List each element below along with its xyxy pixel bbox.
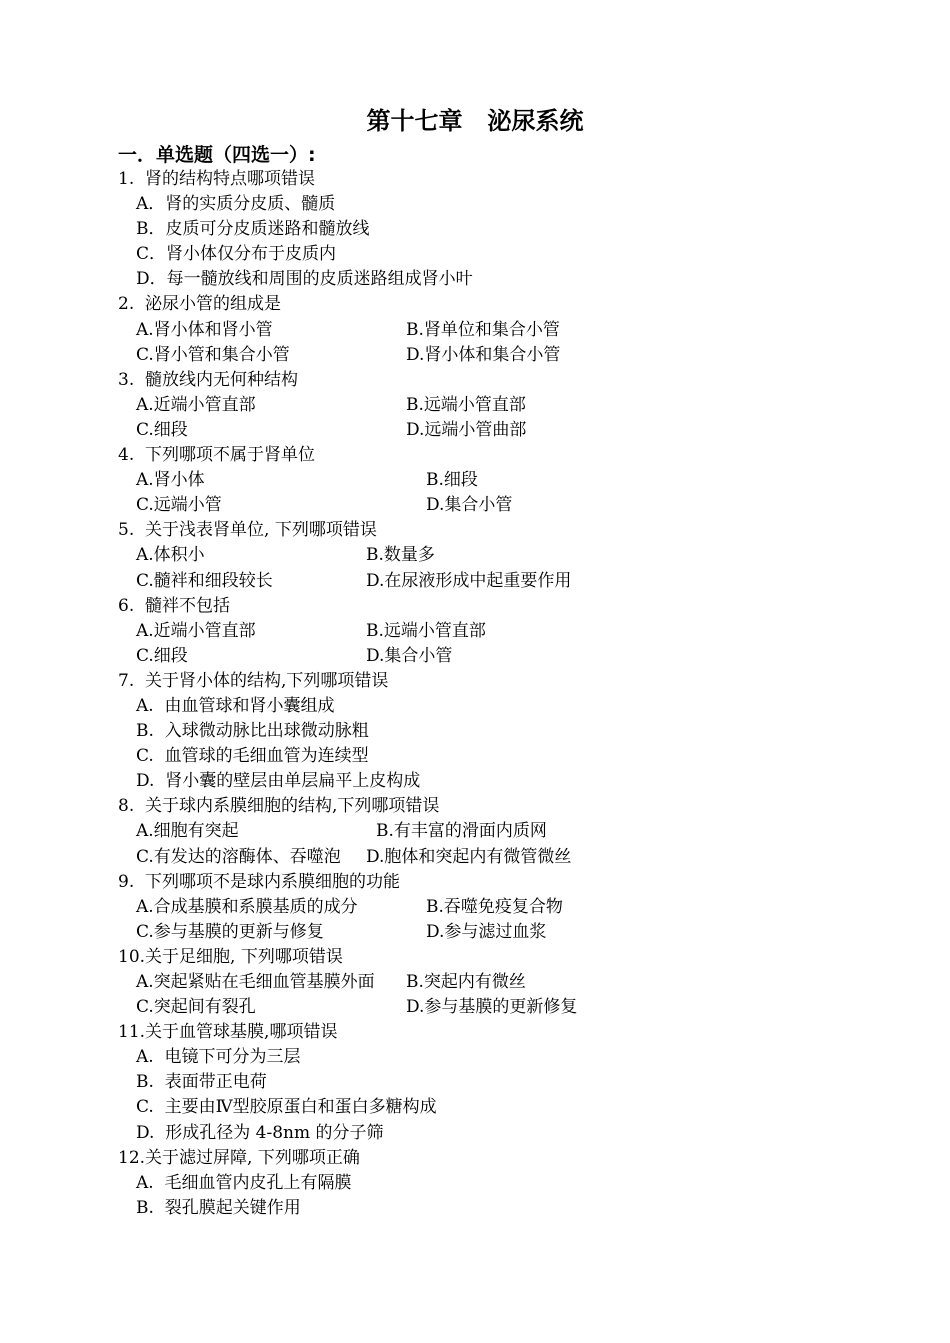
option-row: [118, 393, 908, 418]
option: C.参与基膜的更新与修复: [136, 921, 324, 942]
option-row: [118, 543, 908, 568]
option: B.远端小管直部: [366, 620, 486, 641]
option-row: [118, 468, 908, 493]
question-stem: 2. 泌尿小管的组成是: [118, 294, 282, 315]
option-row: [118, 845, 908, 870]
option-row: [118, 318, 908, 343]
option: B. 入球微动脉比出球微动脉粗: [136, 721, 369, 742]
option: C.突起间有裂孔: [136, 997, 256, 1018]
question-stem: 6. 髓袢不包括: [118, 595, 231, 616]
option: D.肾小体和集合小管: [406, 344, 561, 365]
option-row: [118, 644, 908, 669]
option: A. 电镜下可分为三层: [136, 1047, 301, 1068]
option: C.肾小管和集合小管: [136, 344, 290, 365]
option: D.集合小管: [426, 495, 513, 516]
option: C.远端小管: [136, 495, 222, 516]
option: D. 形成孔径为 4-8nm 的分子筛: [136, 1122, 384, 1143]
option: A.肾小体和肾小管: [136, 319, 273, 340]
option: C．肾小体仅分布于皮质内: [136, 244, 337, 265]
question-stem: 4. 下列哪项不属于肾单位: [118, 445, 316, 466]
question-stem: 1. 肾的结构特点哪项错误: [118, 169, 316, 189]
option: A.细胞有突起: [136, 821, 239, 842]
option: B. 表面带正电荷: [136, 1072, 267, 1093]
section-heading: 一．单选题（四选一）:: [118, 144, 316, 166]
option: D.远端小管曲部: [406, 419, 527, 440]
question-stem: 3. 髓放线内无何种结构: [118, 369, 299, 390]
option: A．肾的实质分皮质、髓质: [136, 194, 336, 215]
option: A.突起紧贴在毛细血管基膜外面: [136, 972, 375, 992]
option: C.细段: [136, 645, 188, 666]
option: B.肾单位和集合小管: [406, 319, 560, 340]
question-stem: 8. 关于球内系膜细胞的结构,下列哪项错误: [118, 796, 440, 817]
option-row: [118, 920, 908, 945]
option: B. 裂孔膜起关键作用: [136, 1197, 301, 1218]
option-row: [118, 970, 908, 995]
option: C.细段: [136, 419, 188, 440]
option: B.远端小管直部: [406, 394, 526, 415]
question-stem: 10.关于足细胞, 下列哪项错误: [118, 946, 343, 967]
option: C.有发达的溶酶体、吞噬泡: [136, 846, 341, 867]
option-row: [118, 343, 908, 368]
question-stem: 11.关于血管球基膜,哪项错误: [118, 1022, 338, 1043]
option-row: [118, 569, 908, 594]
option: D. 肾小囊的壁层由单层扁平上皮构成: [136, 771, 421, 792]
option: A.合成基膜和系膜基质的成分: [136, 896, 358, 917]
option: D.参与滤过血浆: [426, 921, 547, 942]
question-stem: 5. 关于浅表肾单位, 下列哪项错误: [118, 520, 377, 541]
option-row: [118, 895, 908, 920]
option: B．皮质可分皮质迷路和髓放线: [136, 219, 370, 240]
option: D．每一髓放线和周围的皮质迷路组成肾小叶: [136, 269, 473, 290]
option: B.吞噬免疫复合物: [426, 896, 563, 917]
option-row: [118, 619, 908, 644]
question-list: [118, 167, 908, 1221]
option: D.参与基膜的更新修复: [406, 997, 578, 1018]
option: C.髓袢和细段较长: [136, 570, 273, 591]
option: B.有丰富的滑面内质网: [376, 821, 547, 842]
option: B.突起内有微丝: [406, 972, 526, 992]
option: A.肾小体: [136, 470, 205, 491]
question-stem: 12.关于滤过屏障, 下列哪项正确: [118, 1147, 360, 1168]
option: B.细段: [426, 470, 478, 491]
option-row: [118, 418, 908, 443]
option-row: [118, 819, 908, 844]
option: D.胞体和突起内有微管微丝: [366, 846, 572, 867]
option-row: [118, 995, 908, 1020]
chapter-title: 第十七章 泌尿系统: [366, 107, 584, 135]
option: B.数量多: [366, 545, 435, 566]
question-stem: 9. 下列哪项不是球内系膜细胞的功能: [118, 871, 401, 892]
option-row: [118, 493, 908, 518]
option: A.近端小管直部: [136, 620, 256, 641]
option: C. 血管球的毛细血管为连续型: [136, 746, 369, 767]
option: A.体积小: [136, 545, 205, 566]
option: A. 毛细血管内皮孔上有隔膜: [136, 1172, 352, 1193]
question-stem: 7. 关于肾小体的结构,下列哪项错误: [118, 670, 389, 691]
option: D.在尿液形成中起重要作用: [366, 570, 572, 591]
option: A.近端小管直部: [136, 394, 256, 415]
option: A. 由血管球和肾小囊组成: [136, 695, 335, 716]
option: C. 主要由Ⅳ型胶原蛋白和蛋白多糖构成: [136, 1097, 437, 1118]
option: D.集合小管: [366, 645, 453, 666]
